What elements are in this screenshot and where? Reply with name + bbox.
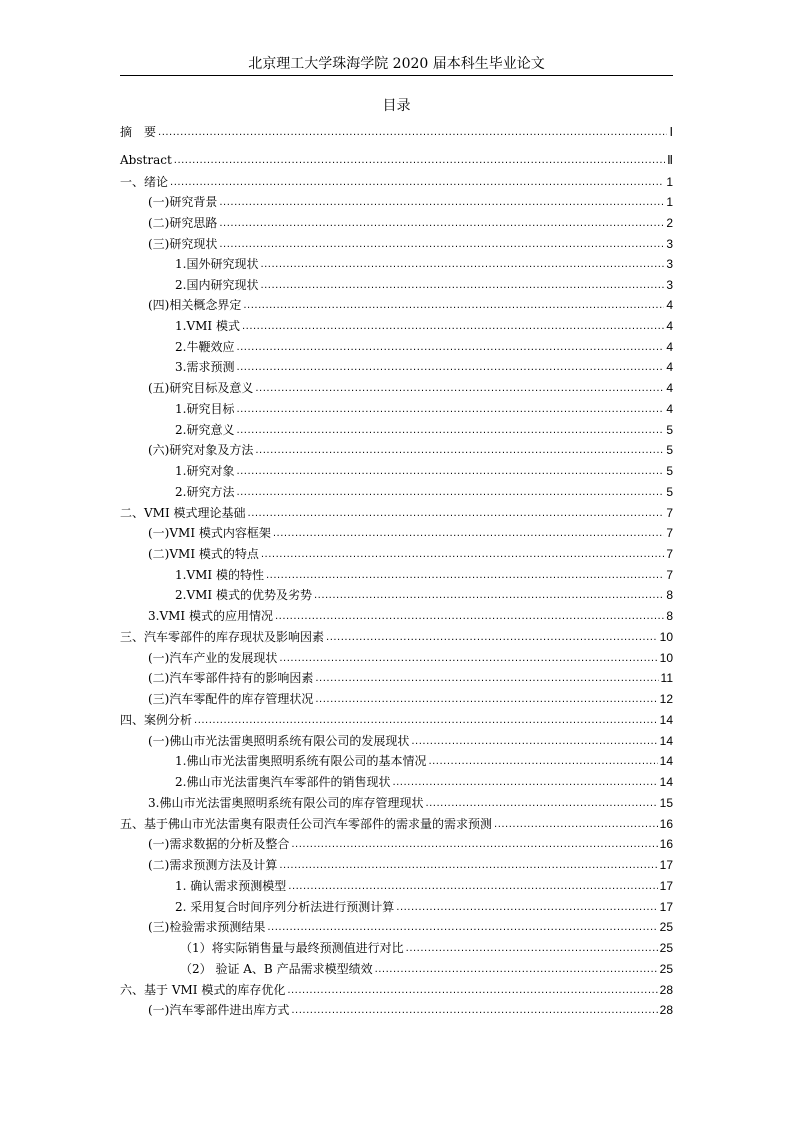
toc-leader	[273, 527, 664, 541]
toc-entry-page: 16	[659, 837, 673, 851]
toc-entry-label: 1. 确认需求预测模型	[175, 879, 287, 893]
toc-entry[interactable]	[148, 604, 673, 624]
toc-entry-label: (三)检验需求预测结果	[148, 920, 266, 934]
toc-entry-page: 16	[659, 817, 673, 831]
toc-entry[interactable]	[148, 211, 673, 231]
toc-entry-label: 2.研究意义	[175, 423, 235, 437]
toc-entry[interactable]	[175, 749, 673, 769]
toc-entry-label: 1.佛山市光法雷奥照明系统有限公司的基本情况	[175, 754, 427, 768]
toc-entry-page: 5	[666, 485, 673, 499]
toc-leader	[261, 548, 664, 562]
toc-entry[interactable]	[175, 355, 673, 375]
toc-leader	[314, 589, 664, 603]
toc-entry[interactable]	[148, 998, 673, 1018]
toc-entry[interactable]	[148, 915, 673, 935]
toc-entry-label: (五)研究目标及意义	[148, 381, 254, 395]
toc-entry[interactable]	[180, 936, 673, 956]
toc-leader	[275, 610, 664, 624]
toc-entry-page: 3	[666, 257, 673, 271]
toc-entry-label: 六、基于 VMI 模式的库存优化	[120, 983, 286, 997]
toc-entry-page: 14	[659, 754, 673, 768]
toc-leader	[236, 341, 664, 355]
toc-entry-label: (三)研究现状	[148, 237, 218, 251]
toc-leader	[287, 984, 657, 998]
toc-entry[interactable]	[120, 148, 673, 168]
toc-entry[interactable]	[120, 812, 673, 832]
toc-entry-page: 3	[666, 237, 673, 251]
toc-leader	[236, 486, 664, 500]
toc-leader	[375, 963, 658, 977]
toc-leader	[236, 424, 664, 438]
toc-leader	[494, 818, 658, 832]
toc-leader	[194, 714, 658, 728]
toc-entry[interactable]	[148, 666, 673, 686]
toc-leader	[236, 465, 664, 479]
toc-entry-page: 25	[659, 962, 673, 976]
toc-entry-label: 四、案例分析	[120, 713, 193, 727]
toc-entry-label: (一)佛山市光法雷奥照明系统有限公司的发展现状	[148, 734, 410, 748]
toc-entry-page: 1	[666, 175, 673, 189]
page-header: 北京理工大学珠海学院 2020 届本科生毕业论文	[248, 56, 545, 72]
toc-entry-label: 2.VMI 模式的优势及劣势	[175, 588, 312, 602]
toc-entry-page: 7	[666, 547, 673, 561]
toc-entry-label: (一)汽车产业的发展现状	[148, 651, 278, 665]
toc-entry[interactable]	[148, 293, 673, 313]
toc-entry[interactable]	[148, 646, 673, 666]
toc-entry-label: 1.研究目标	[175, 402, 235, 416]
toc-entry-page: 3	[666, 278, 673, 292]
toc-entry-page: 10	[659, 651, 673, 665]
toc-leader	[236, 361, 664, 375]
toc-entry[interactable]	[120, 501, 673, 521]
toc-leader	[315, 672, 658, 686]
toc-entry[interactable]	[148, 542, 673, 562]
toc-leader	[243, 299, 664, 313]
toc-entry-page: 5	[666, 443, 673, 457]
toc-entry[interactable]	[175, 874, 673, 894]
toc-entry-page: 28	[659, 983, 673, 997]
toc-leader	[219, 217, 664, 231]
toc-entry-page: 14	[659, 713, 673, 727]
toc-entry[interactable]	[148, 791, 673, 811]
toc-leader	[248, 507, 665, 521]
toc-entry-label: 1.VMI 模式	[175, 319, 240, 333]
toc-entry[interactable]	[175, 770, 673, 790]
toc-entry-page: 5	[666, 464, 673, 478]
toc-entry-page: 14	[659, 775, 673, 789]
toc-entry[interactable]	[175, 583, 673, 603]
toc-entry-label: (二)研究思路	[148, 216, 218, 230]
toc-leader	[260, 258, 664, 272]
toc-entry-label: 2.佛山市光法雷奥汽车零部件的销售现状	[175, 775, 391, 789]
toc-entry-page: 8	[666, 609, 673, 623]
toc-leader	[291, 1004, 657, 1018]
toc-entry[interactable]	[148, 190, 673, 210]
toc-entry-label: (二)汽车零部件持有的影响因素	[148, 671, 314, 685]
toc-entry[interactable]	[120, 708, 673, 728]
toc-entry-label: 1.国外研究现状	[175, 257, 259, 271]
toc-entry-label: 1.VMI 模的特性	[175, 568, 264, 582]
toc-entry[interactable]	[175, 314, 673, 334]
toc-leader	[315, 693, 657, 707]
toc-entry-page: 7	[666, 568, 673, 582]
toc-entry-label: 2.研究方法	[175, 485, 235, 499]
toc-entry-label: 3.VMI 模式的应用情况	[148, 609, 273, 623]
toc-entry-label: 2.牛鞭效应	[175, 340, 235, 354]
toc-leader	[219, 238, 664, 252]
toc-entry[interactable]	[175, 480, 673, 500]
toc-entry[interactable]	[148, 232, 673, 252]
toc-entry[interactable]	[175, 563, 673, 583]
toc-entry[interactable]	[175, 459, 673, 479]
toc-entry-label: （2） 验证 A、B 产品需求模型绩效	[180, 962, 373, 976]
toc-leader	[428, 755, 657, 769]
toc-entry[interactable]	[148, 832, 673, 852]
toc-entry[interactable]	[175, 252, 673, 272]
toc-leader	[219, 196, 664, 210]
toc-entry-page: 17	[659, 879, 673, 893]
toc-entry-label: (四)相关概念界定	[148, 298, 242, 312]
toc-entry-label: 3.佛山市光法雷奥照明系统有限公司的库存管理现状	[148, 796, 424, 810]
toc-entry-page: 7	[666, 506, 673, 520]
toc-entry[interactable]	[120, 625, 673, 645]
toc-leader	[406, 942, 658, 956]
toc-title: 目录	[382, 98, 411, 114]
toc-leader	[392, 776, 657, 790]
toc-leader	[396, 901, 657, 915]
toc-entry-label: 3.需求预测	[175, 360, 235, 374]
toc-entry-page: 11	[660, 671, 673, 685]
toc-leader	[242, 320, 664, 334]
toc-leader	[266, 569, 664, 583]
toc-leader	[279, 859, 657, 873]
toc-entry-label: 一、绪论	[120, 175, 169, 189]
toc-leader	[236, 403, 664, 417]
toc-entry[interactable]	[175, 397, 673, 417]
toc-leader	[291, 838, 657, 852]
toc-leader	[158, 126, 667, 140]
toc-entry-page: 17	[659, 900, 673, 914]
toc-entry-page: Ⅰ	[669, 125, 673, 139]
toc-leader	[260, 279, 664, 293]
toc-entry-label: (六)研究对象及方法	[148, 443, 254, 457]
toc-entry-label: Abstract	[120, 153, 172, 167]
toc-entry-page: 2	[666, 216, 673, 230]
toc-entry[interactable]	[148, 687, 673, 707]
toc-entry-label: (二)需求预测方法及计算	[148, 858, 278, 872]
toc-entry[interactable]	[175, 335, 673, 355]
toc-entry-label: 2. 采用复合时间序列分析法进行预测计算	[175, 900, 395, 914]
toc-entry[interactable]	[120, 120, 673, 140]
toc-leader	[425, 797, 657, 811]
toc-leader	[174, 154, 665, 168]
toc-entry[interactable]	[120, 170, 673, 190]
toc-entry-page: 4	[666, 340, 673, 354]
toc-entry-page: Ⅱ	[667, 153, 673, 167]
toc-entry[interactable]	[180, 957, 673, 977]
toc-entry-label: (一)VMI 模式内容框架	[148, 526, 271, 540]
toc-leader	[288, 880, 657, 894]
toc-entry-page: 4	[666, 381, 673, 395]
toc-entry-label: (一)汽车零部件进出库方式	[148, 1003, 290, 1017]
toc-entry[interactable]	[148, 853, 673, 873]
toc-entry-page: 8	[666, 588, 673, 602]
toc-leader	[267, 921, 657, 935]
toc-entry-label: 五、基于佛山市光法雷奥有限责任公司汽车零部件的需求量的需求预测	[120, 817, 493, 831]
toc-entry-page: 4	[666, 319, 673, 333]
toc-leader	[255, 444, 664, 458]
toc-entry-page: 12	[659, 692, 673, 706]
toc-leader	[326, 631, 658, 645]
toc-entry-label: (一)需求数据的分析及整合	[148, 837, 290, 851]
toc-entry-label: 2.国内研究现状	[175, 278, 259, 292]
toc-entry[interactable]	[175, 273, 673, 293]
toc-entry-page: 25	[659, 941, 673, 955]
toc-entry[interactable]	[148, 376, 673, 396]
toc-entry[interactable]	[148, 521, 673, 541]
toc-entry-label: 摘 要	[120, 125, 157, 139]
toc-entry-label: （1）将实际销售量与最终预测值进行对比	[180, 941, 404, 955]
toc-entry-label: 1.研究对象	[175, 464, 235, 478]
toc-entry-page: 5	[666, 423, 673, 437]
toc-entry-page: 25	[659, 920, 673, 934]
toc-entry-page: 15	[659, 796, 673, 810]
toc-leader	[411, 735, 657, 749]
toc-entry-label: 二、VMI 模式理论基础	[120, 506, 246, 520]
toc-leader	[170, 176, 664, 190]
toc-entry-page: 4	[666, 298, 673, 312]
toc-entry[interactable]	[148, 438, 673, 458]
toc-entry-label: 三、汽车零部件的库存现状及影响因素	[120, 630, 325, 644]
toc-entry[interactable]	[175, 418, 673, 438]
toc-entry[interactable]	[148, 729, 673, 749]
toc-entry-page: 14	[659, 734, 673, 748]
toc-entry-label: (二)VMI 模式的特点	[148, 547, 259, 561]
toc-entry-page: 10	[659, 630, 673, 644]
toc-leader	[279, 652, 657, 666]
toc-entry-page: 1	[666, 195, 673, 209]
toc-entry-page: 17	[659, 858, 673, 872]
toc-entry-page: 7	[666, 526, 673, 540]
toc-leader	[255, 382, 664, 396]
toc-entry-page: 4	[666, 360, 673, 374]
toc-entry-label: (三)汽车零配件的库存管理状况	[148, 692, 314, 706]
toc-entry-page: 4	[666, 402, 673, 416]
toc-entry-label: (一)研究背景	[148, 195, 218, 209]
toc-entry-page: 28	[659, 1003, 673, 1017]
toc-entry[interactable]	[175, 895, 673, 915]
toc-entry[interactable]	[120, 978, 673, 998]
